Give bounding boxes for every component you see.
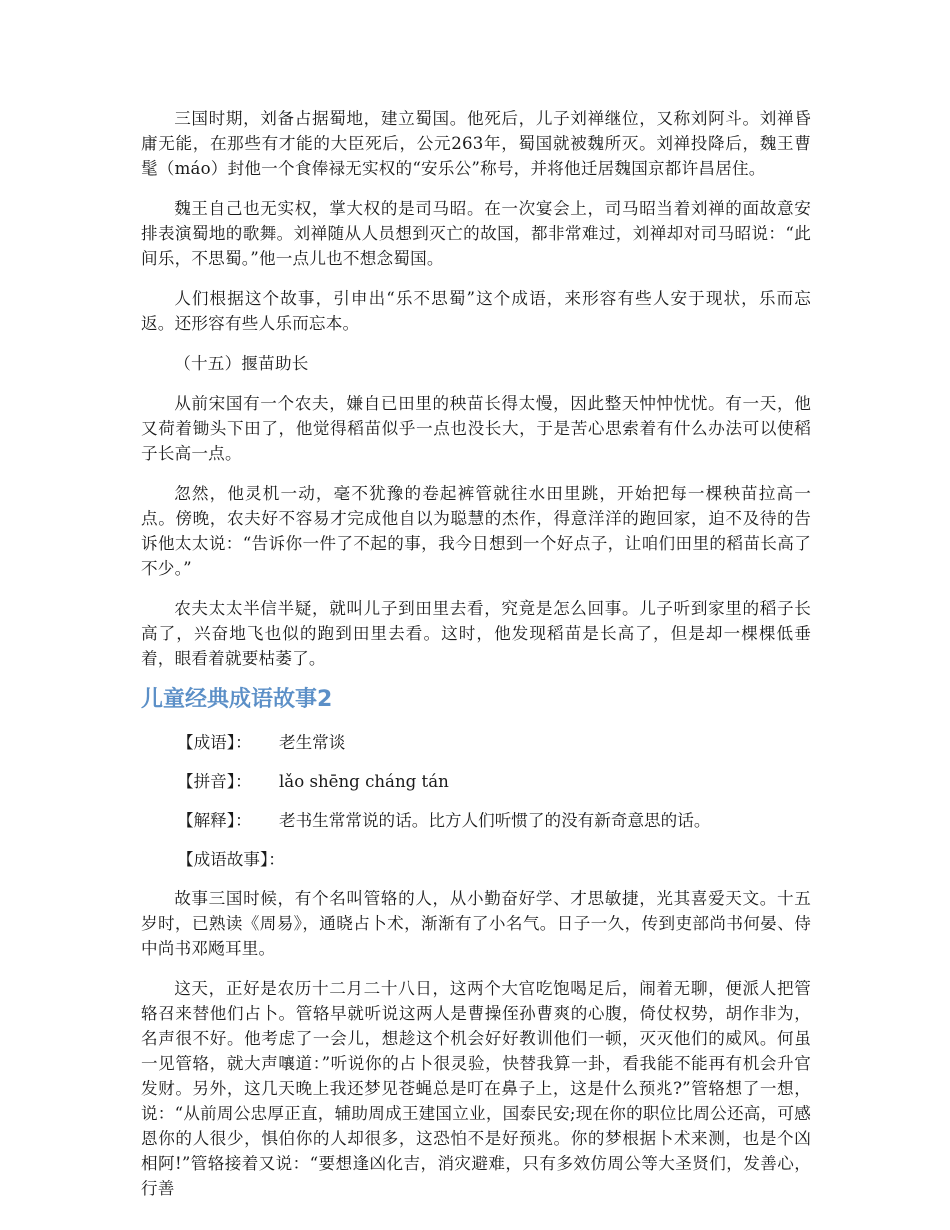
idiom-field [141, 730, 811, 755]
paragraph-sima-zhao: 魏王自己也无实权，掌大权的是司马昭。在一次宴会上，司马昭当着刘禅的面故意安排表演蜀地的歌舞。刘禅随从人员想到灭亡的故国，都非常难过，刘禅却对司马昭说：“此间乐，不思蜀。”他一点儿也不想念蜀国。 [141, 199, 811, 268]
paragraph-guan-lu-2: 这天，正好是农历十二月二十八日，这两个大官吃饱喝足后，闹着无聊，便派人把管辂召来替他们占卜。管辂早就听说这两人是曹操侄孙曹爽的心腹，倚仗权势，胡作非为，名声很不好。他考虑了一会儿，想趁这个机会好好教训他们一顿，灭灭他们的威风。何虽一见管辂，就大声嚷道：”听说你的占卜很灵验，快替我算一卦，看我能不能再有机会升官发财。另外，这几天晚上我还梦见苍蝇总是叮在鼻子上，这是什么预兆?”管辂想了一想，说：“从前周公忠厚正直，辅助周成王建国立业，国泰民安;现在你的职位比周公还高，可感恩你的人很少，惧伯你的人却很多，这恐怕不是好预兆。你的梦根据卜术来测，也是个凶相阿!”管辂接着又说：“要想逢凶化吉，消灾避难，只有多效仿周公等大圣贤们，发善心，行善 [141, 979, 811, 1198]
paragraph-farmer-3: 农夫太太半信半疑，就叫儿子到田里去看，究竟是怎么回事。儿子听到家里的稻子长高了，兴奋地飞也似的跑到田里去看。这时，他发现稻苗是长高了，但是却一棵棵低垂着，眼看着就要枯萎了。 [141, 599, 811, 668]
story-field [141, 847, 811, 872]
paragraph-le-bu-si-shu: 人们根据这个故事，引申出“乐不思蜀”这个成语，来形容有些人安于现状，乐而忘返。还形容有些人乐而忘本。 [141, 289, 811, 333]
meaning-field [141, 808, 811, 833]
pinyin-field [141, 769, 811, 794]
paragraph-farmer-1: 从前宋国有一个农夫，嫌自已田里的秧苗长得太慢，因此整天忡忡忧忧。有一天，他又荷着锄头下田了，他觉得稻苗似乎一点也没长大，于是苦心思索着有什么办法可以使稻子长高一点。 [141, 394, 811, 463]
idiom-value: 老生常谈 [279, 733, 346, 752]
subheading-ya-miao-zhu-zhang: （十五）揠苗助长 [174, 354, 309, 373]
paragraph-liu-shan: 三国时期，刘备占据蜀地，建立蜀国。他死后，儿子刘禅继位，又称刘阿斗。刘禅昏庸无能，在那些有才能的大臣死后，公元263年，蜀国就被魏所灭。刘禅投降后，魏王曹髦（máo）封他一个食俸禄无实权的“安乐公”称号，并将他迁居魏国京都许昌居住。 [141, 109, 811, 178]
meaning-value: 老书生常常说的话。比方人们听惯了的没有新奇意思的话。 [279, 811, 711, 830]
section-heading: 儿童经典成语故事2 [141, 687, 333, 712]
meaning-label: 【解释】： [177, 811, 252, 830]
document-page [141, 106, 811, 1216]
paragraph-guan-lu-1: 故事三国时候，有个名叫管辂的人，从小勤奋好学、才思敏捷，光其喜爱天文。十五岁时，已熟读《周易》，通晓占卜术，渐渐有了小名气。日子一久，传到吏部尚书何晏、侍中尚书邓飏耳里。 [141, 889, 811, 958]
pinyin-label: 【拼音】： [177, 772, 252, 791]
paragraph-farmer-2: 忽然，他灵机一动，毫不犹豫的卷起裤管就往水田里跳，开始把每一棵秧苗拉高一点。傍晚，农夫好不容易才完成他自以为聪慧的杰作，得意洋洋的跑回家，迫不及待的告诉他太太说：“告诉你一件了不起的事，我今日想到一个好点子，让咱们田里的稻苗长高了不少。” [141, 484, 811, 578]
idiom-label: 【成语】： [177, 733, 252, 752]
story-label: 【成语故事】： [177, 850, 285, 869]
pinyin-value: lǎo shēng cháng tán [279, 772, 449, 791]
